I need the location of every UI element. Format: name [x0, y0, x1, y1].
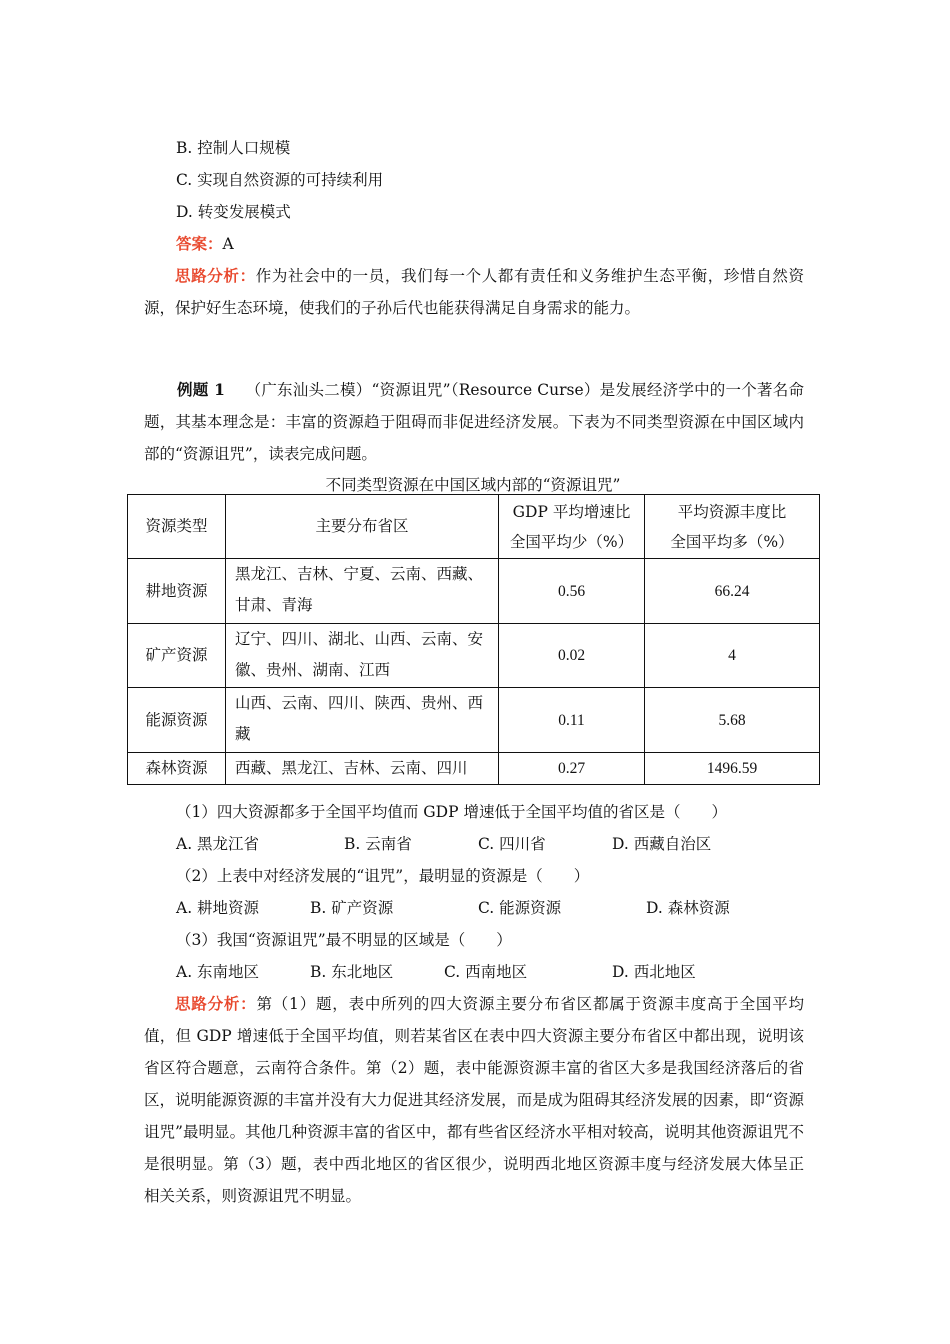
q3-stem: （3）我国“资源诅咒”最不明显的区域是（ ） — [176, 931, 512, 949]
q3-option-a: A. 东南地区 — [176, 963, 260, 981]
q2-option-a: A. 耕地资源 — [176, 899, 260, 917]
row-provinces: 黑龙江、吉林、宁夏、云南、西藏、甘肃、青海 — [226, 559, 499, 624]
row-abundance: 1496.59 — [645, 753, 820, 785]
row-gdp: 0.56 — [499, 559, 645, 624]
header-provinces: 主要分布省区 — [226, 495, 499, 559]
option-d: D. 转变发展模式 — [176, 203, 291, 221]
q3-option-d: D. 西北地区 — [612, 963, 696, 981]
example-analysis-text: 第（1）题，表中所列的四大资源主要分布省区都属于资源丰度高于全国平均值，但 GDP 增速低于全国平均值，则若某省区在表中四大资源主要分布省区中都出现，说明该省区符合题意，云南符合条件。第（2）题，表中能源资源丰富的省区大多是我国经济落后的省区，说明能源资源的丰富并没有大力促进其经济发展，而是成为阻碍其经济发展的因素，即“资源诅咒”最明显。其他几种资源丰富的省区中，都有些省区经济水平相对较高，说明其他资源诅咒不是很明显。第（3）题，表中西北地区的省区很少，说明西北地区资源丰度与经济发展大体呈正相关关系，则资源诅咒不明显。 — [144, 995, 804, 1205]
answer-line — [176, 234, 234, 254]
q3-option-b: B. 东北地区 — [310, 963, 394, 981]
answer-label: 答案： — [176, 234, 223, 253]
option-b: B. 控制人口规模 — [176, 139, 291, 157]
header-abundance-line2: 全国平均多（%） — [670, 532, 794, 551]
table-header-row — [128, 495, 820, 559]
table-row — [128, 624, 820, 688]
prev-analysis-text: 作为社会中的一员，我们每一个人都有责任和义务维护生态平衡，珍惜自然资源，保护好生态环境，使我们的子孙后代也能获得满足自身需求的能力。 — [144, 267, 804, 317]
row-provinces: 山西、云南、四川、陕西、贵州、西藏 — [226, 688, 499, 753]
row-provinces: 辽宁、四川、湖北、山西、云南、安徽、贵州、湖南、江西 — [226, 624, 499, 688]
q1-stem: （1）四大资源都多于全国平均值而 GDP 增速低于全国平均值的省区是（ ） — [176, 803, 727, 821]
table-row — [128, 688, 820, 753]
prev-analysis — [144, 260, 804, 324]
row-gdp: 0.27 — [499, 753, 645, 785]
resource-table — [127, 494, 820, 785]
example-intro — [144, 374, 804, 470]
row-provinces: 西藏、黑龙江、吉林、云南、四川 — [226, 753, 499, 785]
row-gdp: 0.02 — [499, 624, 645, 688]
table-row — [128, 559, 820, 624]
q2-option-b: B. 矿产资源 — [310, 899, 394, 917]
example-label: 例题 1 — [177, 380, 225, 399]
table-caption: 不同类型资源在中国区域内部的“资源诅咒” — [325, 476, 621, 494]
q2-option-c: C. 能源资源 — [478, 899, 562, 917]
table-row — [128, 753, 820, 785]
q1-option-d: D. 西藏自治区 — [612, 835, 712, 853]
option-c: C. 实现自然资源的可持续利用 — [176, 171, 384, 189]
answer-value: A — [222, 235, 234, 253]
q1-option-a: A. 黑龙江省 — [176, 835, 260, 853]
header-type: 资源类型 — [128, 495, 226, 559]
row-gdp: 0.11 — [499, 688, 645, 753]
header-gdp-line2: 全国平均少（%） — [509, 532, 634, 551]
row-type: 耕地资源 — [128, 559, 226, 624]
q3-option-c: C. 西南地区 — [444, 963, 528, 981]
row-abundance: 5.68 — [645, 688, 820, 753]
example-intro-text: （广东汕头二模）“资源诅咒”（Resource Curse）是发展经济学中的一个著名命题，其基本理念是：丰富的资源趋于阻碍而非促进经济发展。下表为不同类型资源在中国区域内部的“资源诅咒”，读表完成问题。 — [144, 381, 804, 463]
header-abundance — [645, 495, 820, 559]
row-type: 森林资源 — [128, 753, 226, 785]
row-abundance: 66.24 — [645, 559, 820, 624]
example-analysis-label: 思路分析： — [175, 994, 257, 1013]
header-gdp — [499, 495, 645, 559]
q1-option-b: B. 云南省 — [344, 835, 412, 853]
row-type: 矿产资源 — [128, 624, 226, 688]
q2-stem: （2）上表中对经济发展的“诅咒”，最明显的资源是（ ） — [176, 867, 590, 885]
example-analysis — [144, 988, 804, 1212]
prev-analysis-label: 思路分析： — [175, 266, 256, 285]
row-abundance: 4 — [645, 624, 820, 688]
q2-option-d: D. 森林资源 — [646, 899, 730, 917]
row-type: 能源资源 — [128, 688, 226, 753]
q1-option-c: C. 四川省 — [478, 835, 546, 853]
header-gdp-line1: GDP 平均增速比 — [512, 502, 631, 521]
header-abundance-line1: 平均资源丰度比 — [677, 502, 787, 521]
